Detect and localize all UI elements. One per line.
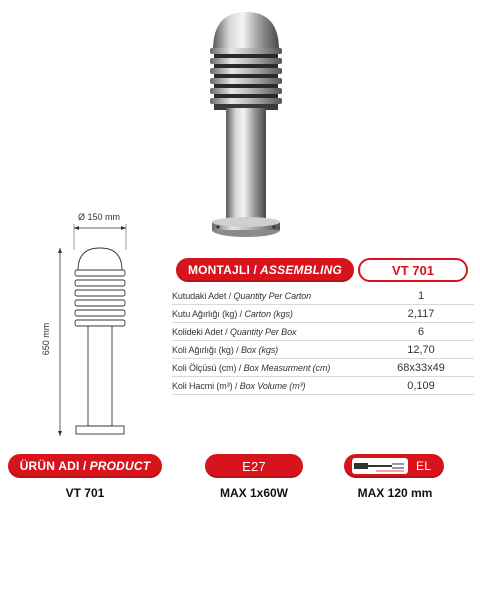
spec-row [172, 341, 474, 359]
cable-label: EL [416, 459, 432, 473]
model-badge [358, 258, 468, 282]
cable-header [344, 454, 444, 478]
spec-row [172, 287, 474, 305]
socket-header [205, 454, 303, 478]
spec-label: Kutu Ağırlığı (kg) / Carton (kgs) [172, 308, 293, 319]
product-value: VT 701 [65, 486, 105, 500]
assembling-header [176, 258, 354, 282]
spec-label: Kutudaki Adet / Quantity Per Carton [172, 290, 312, 301]
cable-icon [352, 458, 408, 474]
product-photo [196, 8, 296, 244]
model-label: VT 701 [392, 262, 434, 278]
product-header-en: PRODUCT [89, 459, 151, 473]
spec-row [172, 305, 474, 323]
spec-value: 12,70 [407, 343, 435, 356]
spec-row [172, 359, 474, 377]
socket-label: E27 [242, 458, 266, 474]
spec-table [172, 287, 474, 395]
spec-value: 2,117 [407, 307, 435, 320]
assembling-header-en: ASSEMBLING [260, 263, 343, 277]
spec-value: 68x33x49 [397, 361, 445, 374]
dimension-drawing [30, 210, 150, 440]
spec-value: 6 [417, 325, 425, 338]
cable-value: MAX 120 mm [357, 486, 433, 500]
spec-row [172, 323, 474, 341]
product-header [8, 454, 162, 478]
spec-label: Koli Ölçüsü (cm) / Box Measurment (cm) [172, 362, 331, 373]
bollard-lamp-photo [196, 8, 296, 244]
height-label: 650 mm [41, 322, 51, 356]
assembling-header-tr: MONTAJLI / [187, 263, 258, 277]
spec-value: 0,109 [407, 379, 435, 392]
spec-row [172, 377, 474, 395]
spec-label: Koli Hacmi (m³) / Box Volume (m³) [172, 380, 306, 391]
diameter-label: Ø 150 mm [78, 212, 121, 222]
spec-label: Koli Ağırlığı (kg) / Box (kgs) [172, 344, 279, 355]
spec-label: Kolideki Adet / Quantity Per Box [172, 326, 297, 337]
product-header-tr: ÜRÜN ADI / [19, 459, 87, 473]
socket-value: MAX 1x60W [219, 486, 289, 500]
spec-value: 1 [417, 289, 425, 302]
